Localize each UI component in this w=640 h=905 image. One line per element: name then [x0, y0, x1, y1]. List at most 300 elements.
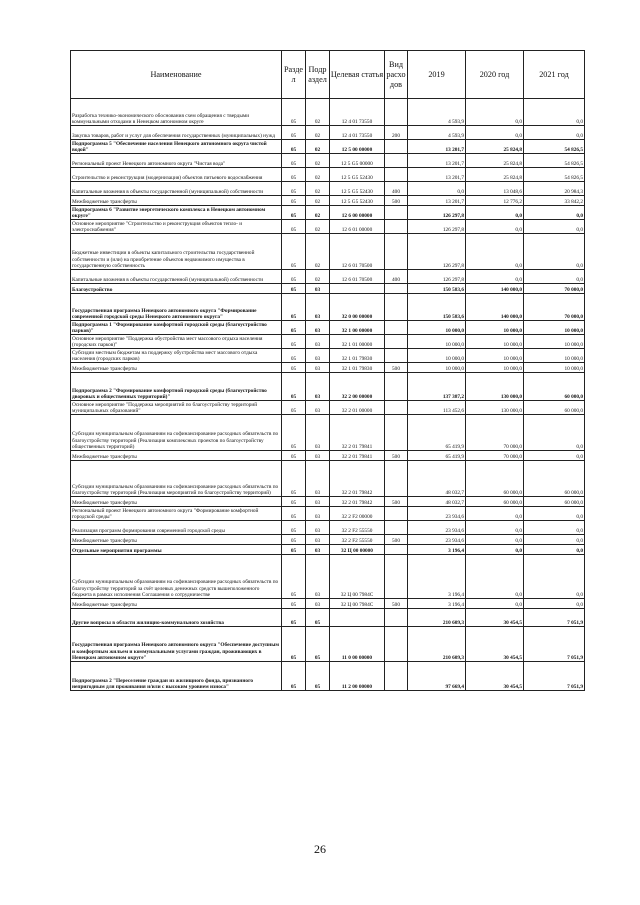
row-value-2021: 70 000,0	[524, 284, 585, 294]
budget-table-container	[70, 50, 584, 691]
row-name: Подпрограмма 5 "Обеспечение населения Ненецкого автономного округа чистой водой"	[71, 140, 282, 154]
row-value-2019: 113 452,6	[408, 401, 466, 415]
row-section: 05	[282, 140, 306, 154]
row-value-2019: 97 669,4	[408, 662, 466, 691]
row-value-2019: 4 593,9	[408, 126, 466, 140]
row-value-2021: 0,0	[524, 545, 585, 555]
row-target-article: 32 2 F2 55550	[330, 521, 385, 535]
table-row	[71, 609, 585, 627]
row-name: Разработка технико-экономического обоснования схем обращения с твердыми коммунальными отходами в Ненецком автономном округе	[71, 99, 282, 126]
row-target-article: 12 5 G5 52430	[330, 196, 385, 206]
row-value-2021: 54 826,5	[524, 154, 585, 168]
row-subsection: 02	[306, 220, 330, 234]
row-value-2021: 0,0	[524, 220, 585, 234]
table-row	[71, 349, 585, 363]
row-expense-type	[385, 401, 408, 415]
row-name: Отдельные мероприятия программы	[71, 545, 282, 555]
row-name: Другие вопросы в области жилищно-коммунального хозяйства	[71, 609, 282, 627]
row-value-2020: 0,0	[466, 206, 524, 220]
row-target-article: 32 2 F2 55550	[330, 535, 385, 545]
row-expense-type	[385, 555, 408, 599]
row-section: 05	[282, 349, 306, 363]
row-subsection: 03	[306, 335, 330, 349]
row-section: 05	[282, 627, 306, 662]
row-name: Основное мероприятие "Поддержка обустройства мест массового отдыха населения (городских парков)"	[71, 335, 282, 349]
row-value-2020: 0,0	[466, 234, 524, 270]
row-name: Основное мероприятие "Строительство и реконструкция объектов тепло- и электроснабжения"	[71, 220, 282, 234]
row-section: 05	[282, 507, 306, 521]
row-value-2021: 0,0	[524, 535, 585, 545]
row-name: Субсидии местным бюджетам на поддержку обустройства мест массового отдыха населения (городских парков)	[71, 349, 282, 363]
row-subsection: 03	[306, 535, 330, 545]
row-value-2021: 7 051,9	[524, 662, 585, 691]
row-subsection: 02	[306, 270, 330, 284]
row-subsection: 02	[306, 126, 330, 140]
row-section: 05	[282, 461, 306, 497]
row-value-2021: 0,0	[524, 270, 585, 284]
row-expense-type	[385, 335, 408, 349]
header-2019: 2019	[408, 51, 466, 99]
row-expense-type	[385, 461, 408, 497]
row-target-article: 32 1 01 00000	[330, 335, 385, 349]
row-target-article: 32 1 00 00000	[330, 321, 385, 335]
row-value-2021: 0,0	[524, 599, 585, 609]
row-subsection: 05	[306, 609, 330, 627]
header-section: Разде л	[282, 51, 306, 99]
row-value-2019: 137 387,2	[408, 373, 466, 401]
row-subsection: 05	[306, 662, 330, 691]
row-section: 05	[282, 126, 306, 140]
table-row	[71, 206, 585, 220]
row-value-2021: 54 826,5	[524, 168, 585, 182]
table-row	[71, 662, 585, 691]
row-subsection: 02	[306, 196, 330, 206]
row-value-2020: 70 000,0	[466, 415, 524, 451]
row-value-2021: 60 000,0	[524, 461, 585, 497]
row-value-2021: 0,0	[524, 99, 585, 126]
table-row	[71, 451, 585, 461]
row-section: 05	[282, 270, 306, 284]
row-section: 05	[282, 321, 306, 335]
table-row	[71, 234, 585, 270]
row-value-2021: 33 842,2	[524, 196, 585, 206]
row-target-article	[330, 609, 385, 627]
row-target-article: 32 2 00 00000	[330, 373, 385, 401]
row-value-2020: 60 000,0	[466, 461, 524, 497]
row-value-2021: 10 000,0	[524, 363, 585, 373]
row-expense-type	[385, 349, 408, 363]
table-row	[71, 321, 585, 335]
row-expense-type	[385, 154, 408, 168]
row-section: 05	[282, 363, 306, 373]
table-row	[71, 182, 585, 196]
row-value-2019: 126 297,8	[408, 270, 466, 284]
row-subsection: 03	[306, 321, 330, 335]
row-value-2021: 0,0	[524, 451, 585, 461]
table-row	[71, 535, 585, 545]
row-value-2020: 30 454,5	[466, 662, 524, 691]
row-value-2021: 10 000,0	[524, 349, 585, 363]
row-value-2019: 13 201,7	[408, 168, 466, 182]
row-expense-type	[385, 99, 408, 126]
row-value-2019: 48 032,7	[408, 497, 466, 507]
row-target-article: 11 2 00 00000	[330, 662, 385, 691]
row-name: Межбюджетные трансферты	[71, 451, 282, 461]
row-section: 05	[282, 497, 306, 507]
row-value-2020: 0,0	[466, 545, 524, 555]
row-value-2020: 0,0	[466, 599, 524, 609]
row-expense-type: 500	[385, 599, 408, 609]
row-subsection: 03	[306, 363, 330, 373]
row-value-2021: 60 000,0	[524, 401, 585, 415]
row-subsection: 03	[306, 349, 330, 363]
row-name: Региональный проект Ненецкого автономного округа "Чистая вода"	[71, 154, 282, 168]
row-value-2020: 60 000,0	[466, 497, 524, 507]
row-value-2019: 65 419,9	[408, 451, 466, 461]
row-expense-type	[385, 609, 408, 627]
row-value-2019: 210 609,3	[408, 609, 466, 627]
row-section: 05	[282, 182, 306, 196]
row-subsection: 03	[306, 507, 330, 521]
row-section: 05	[282, 234, 306, 270]
row-expense-type: 400	[385, 182, 408, 196]
table-row	[71, 126, 585, 140]
budget-table	[70, 50, 585, 691]
row-name: Капитальные вложения в объекты государственной (муниципальной) собственности	[71, 270, 282, 284]
row-subsection: 02	[306, 99, 330, 126]
row-target-article: 32 Ц 00 00000	[330, 545, 385, 555]
row-value-2021: 7 051,9	[524, 609, 585, 627]
row-subsection: 03	[306, 294, 330, 321]
row-value-2021: 0,0	[524, 234, 585, 270]
row-subsection: 03	[306, 545, 330, 555]
table-row	[71, 507, 585, 521]
row-value-2020: 0,0	[466, 270, 524, 284]
row-expense-type: 500	[385, 196, 408, 206]
row-expense-type	[385, 373, 408, 401]
row-section: 05	[282, 662, 306, 691]
row-value-2019: 210 609,3	[408, 627, 466, 662]
row-expense-type	[385, 168, 408, 182]
header-expense-type: Вид расхо дов	[385, 51, 408, 99]
row-expense-type	[385, 234, 408, 270]
row-value-2019: 10 000,0	[408, 321, 466, 335]
row-name: Субсидии муниципальным образованиям на софинансирование расходных обязательств по благоустройству территорий за счёт целевых денежных средств вышеположенного бюджета в рамках исполнения Соглашения о сотрудничестве	[71, 555, 282, 599]
row-value-2019: 4 593,9	[408, 99, 466, 126]
row-target-article: 12 6 01 70500	[330, 270, 385, 284]
row-value-2019: 126 297,8	[408, 206, 466, 220]
row-value-2021: 7 051,9	[524, 627, 585, 662]
row-target-article: 12 4 01 73550	[330, 126, 385, 140]
row-value-2020: 0,0	[466, 507, 524, 521]
row-expense-type	[385, 284, 408, 294]
row-value-2020: 25 824,8	[466, 140, 524, 154]
row-subsection: 03	[306, 401, 330, 415]
row-value-2021: 0,0	[524, 521, 585, 535]
row-value-2019: 23 934,6	[408, 507, 466, 521]
header-name: Наименование	[71, 51, 282, 99]
row-name: Межбюджетные трансферты	[71, 363, 282, 373]
row-section: 05	[282, 206, 306, 220]
row-value-2020: 130 000,0	[466, 401, 524, 415]
row-value-2021: 20 984,3	[524, 182, 585, 196]
table-row	[71, 294, 585, 321]
row-section: 05	[282, 545, 306, 555]
row-target-article: 12 6 01 00000	[330, 220, 385, 234]
row-value-2020: 10 000,0	[466, 349, 524, 363]
row-section: 05	[282, 599, 306, 609]
row-subsection: 03	[306, 461, 330, 497]
row-name: Региональный проект Ненецкого автономного округа "Формирование комфортной городской среды"	[71, 507, 282, 521]
row-value-2019: 13 201,7	[408, 196, 466, 206]
row-section: 05	[282, 535, 306, 545]
row-value-2020: 30 454,5	[466, 609, 524, 627]
row-value-2021: 70 000,0	[524, 294, 585, 321]
row-target-article: 12 4 01 73550	[330, 99, 385, 126]
row-value-2020: 0,0	[466, 521, 524, 535]
row-value-2021: 54 826,5	[524, 140, 585, 154]
header-2021: 2021 год	[524, 51, 585, 99]
row-value-2019: 3 196,4	[408, 545, 466, 555]
row-value-2020: 0,0	[466, 126, 524, 140]
row-subsection: 03	[306, 451, 330, 461]
table-row	[71, 335, 585, 349]
row-name: Субсидии муниципальным образованиям на софинансирование расходных обязательств по благоустройству территорий (Реализация комплексных проектов по благоустройству общественных территорий)	[71, 415, 282, 451]
table-row	[71, 461, 585, 497]
row-subsection: 03	[306, 284, 330, 294]
page-number: 26	[314, 842, 326, 856]
row-value-2019: 23 934,6	[408, 535, 466, 545]
row-expense-type: 200	[385, 126, 408, 140]
row-value-2021: 10 000,0	[524, 321, 585, 335]
row-value-2021: 0,0	[524, 555, 585, 599]
table-row	[71, 270, 585, 284]
row-value-2019: 10 000,0	[408, 335, 466, 349]
row-name: Основное мероприятие "Поддержка мероприятий по благоустройству территорий муниципальных образований"	[71, 401, 282, 415]
row-value-2021: 0,0	[524, 507, 585, 521]
row-value-2019: 10 000,0	[408, 363, 466, 373]
row-value-2020: 25 824,8	[466, 154, 524, 168]
row-target-article: 32 Ц 00 7984С	[330, 555, 385, 599]
row-value-2020: 130 000,0	[466, 373, 524, 401]
row-value-2021: 0,0	[524, 206, 585, 220]
row-expense-type: 500	[385, 363, 408, 373]
row-target-article: 32 2 F2 00000	[330, 507, 385, 521]
row-target-article: 12 6 01 70500	[330, 234, 385, 270]
table-row	[71, 545, 585, 555]
row-expense-type: 500	[385, 451, 408, 461]
row-target-article	[330, 284, 385, 294]
row-section: 05	[282, 220, 306, 234]
row-value-2020: 10 000,0	[466, 335, 524, 349]
row-target-article: 12 5 G5 00000	[330, 154, 385, 168]
table-row	[71, 497, 585, 507]
row-name: Закупка товаров, работ и услуг для обеспечения государственных (муниципальных) нужд	[71, 126, 282, 140]
row-target-article: 12 5 00 00000	[330, 140, 385, 154]
row-name: Бюджетные инвестиции в объекты капитального строительства государственной собственности и (или) на приобретение объектов недвижимого имущества в государственную собственность	[71, 234, 282, 270]
table-row	[71, 415, 585, 451]
table-row	[71, 99, 585, 126]
row-value-2020: 140 000,0	[466, 294, 524, 321]
row-value-2021: 10 000,0	[524, 335, 585, 349]
row-value-2020: 25 824,8	[466, 168, 524, 182]
row-target-article: 32 0 00 00000	[330, 294, 385, 321]
row-expense-type: 500	[385, 535, 408, 545]
table-row	[71, 521, 585, 535]
row-target-article: 32 2 01 79842	[330, 461, 385, 497]
row-name: Межбюджетные трансферты	[71, 535, 282, 545]
table-row	[71, 284, 585, 294]
row-target-article: 32 Ц 00 7984С	[330, 599, 385, 609]
table-row	[71, 401, 585, 415]
row-expense-type	[385, 415, 408, 451]
row-section: 05	[282, 335, 306, 349]
row-target-article: 32 2 01 79841	[330, 415, 385, 451]
row-section: 05	[282, 373, 306, 401]
row-section: 05	[282, 284, 306, 294]
table-row	[71, 599, 585, 609]
row-name: Государственная программа Ненецкого автономного округа "Обеспечение доступным и комфортным жильем и коммунальными услугами граждан, проживающих в Ненецком автономном округе"	[71, 627, 282, 662]
row-subsection: 02	[306, 234, 330, 270]
row-expense-type: 400	[385, 270, 408, 284]
table-row	[71, 154, 585, 168]
row-value-2020: 140 000,0	[466, 284, 524, 294]
row-value-2020: 30 454,5	[466, 627, 524, 662]
row-expense-type	[385, 627, 408, 662]
table-row	[71, 196, 585, 206]
row-value-2019: 0,0	[408, 182, 466, 196]
row-value-2019: 23 934,6	[408, 521, 466, 535]
row-name: Подпрограмма 1 "Формирование комфортной городской среды (благоустройство парков)"	[71, 321, 282, 335]
header-subsection: Подр аздел	[306, 51, 330, 99]
row-value-2020: 0,0	[466, 99, 524, 126]
row-name: Межбюджетные трансферты	[71, 196, 282, 206]
row-value-2019: 10 000,0	[408, 349, 466, 363]
row-expense-type	[385, 545, 408, 555]
table-row	[71, 627, 585, 662]
row-value-2020: 13 048,6	[466, 182, 524, 196]
row-name: Государственная программа Ненецкого автономного округа "Формирование современной городской среды Ненецкого автономного округа"	[71, 294, 282, 321]
row-subsection: 03	[306, 373, 330, 401]
row-value-2021: 0,0	[524, 415, 585, 451]
row-value-2020: 0,0	[466, 555, 524, 599]
row-target-article: 12 6 00 00000	[330, 206, 385, 220]
row-target-article: 32 2 01 00000	[330, 401, 385, 415]
row-value-2020: 12 776,2	[466, 196, 524, 206]
row-subsection: 02	[306, 206, 330, 220]
row-subsection: 05	[306, 627, 330, 662]
row-name: Подпрограмма 2 "Переселение граждан из жилищного фонда, признанного непригодным для проживания и/или с высоким уровнем износа"	[71, 662, 282, 691]
row-value-2019: 150 583,6	[408, 294, 466, 321]
row-expense-type: 500	[385, 497, 408, 507]
row-name: Подпрограмма 2 "Формирование комфортной городской среды (благоустройство дворовых и общественных территорий)"	[71, 373, 282, 401]
row-value-2019: 126 297,8	[408, 220, 466, 234]
row-value-2019: 13 201,7	[408, 140, 466, 154]
row-expense-type	[385, 220, 408, 234]
row-expense-type	[385, 321, 408, 335]
row-subsection: 02	[306, 168, 330, 182]
row-value-2021: 0,0	[524, 126, 585, 140]
row-value-2020: 10 000,0	[466, 321, 524, 335]
table-header-row	[71, 51, 585, 99]
row-target-article: 32 2 01 79841	[330, 451, 385, 461]
table-row	[71, 220, 585, 234]
row-value-2019: 3 196,4	[408, 599, 466, 609]
row-value-2019: 65 419,9	[408, 415, 466, 451]
row-value-2019: 126 297,8	[408, 234, 466, 270]
row-target-article: 12 5 G5 52430	[330, 168, 385, 182]
row-subsection: 02	[306, 154, 330, 168]
row-expense-type	[385, 662, 408, 691]
row-section: 05	[282, 196, 306, 206]
row-subsection: 03	[306, 497, 330, 507]
table-row	[71, 555, 585, 599]
row-name: Благоустройство	[71, 284, 282, 294]
row-expense-type	[385, 206, 408, 220]
row-name: Строительство и реконструкция (модернизация) объектов питьевого водоснабжения	[71, 168, 282, 182]
table-body	[71, 99, 585, 691]
table-row	[71, 363, 585, 373]
row-section: 05	[282, 154, 306, 168]
row-value-2019: 3 196,4	[408, 555, 466, 599]
table-row	[71, 373, 585, 401]
row-section: 05	[282, 99, 306, 126]
row-target-article: 32 1 01 79830	[330, 349, 385, 363]
row-subsection: 03	[306, 555, 330, 599]
row-section: 05	[282, 521, 306, 535]
row-expense-type	[385, 140, 408, 154]
row-name: Субсидии муниципальным образованиям на софинансирование расходных обязательств по благоустройству территорий (Реализация мероприятий по благоустройству территорий)	[71, 461, 282, 497]
row-name: Капитальные вложения в объекты государственной (муниципальной) собственности	[71, 182, 282, 196]
row-section: 05	[282, 401, 306, 415]
row-target-article: 12 5 G5 52430	[330, 182, 385, 196]
table-row	[71, 140, 585, 154]
table-row	[71, 168, 585, 182]
row-value-2020: 0,0	[466, 220, 524, 234]
row-section: 05	[282, 294, 306, 321]
row-value-2021: 60 000,0	[524, 373, 585, 401]
row-section: 05	[282, 451, 306, 461]
row-value-2020: 70 000,0	[466, 451, 524, 461]
row-expense-type	[385, 521, 408, 535]
row-subsection: 02	[306, 140, 330, 154]
row-name: Межбюджетные трансферты	[71, 497, 282, 507]
row-name: Реализация программ формирования современной городской среды	[71, 521, 282, 535]
row-section: 05	[282, 415, 306, 451]
header-target-article: Целевая статья	[330, 51, 385, 99]
row-value-2019: 13 201,7	[408, 154, 466, 168]
row-value-2020: 0,0	[466, 535, 524, 545]
row-expense-type	[385, 294, 408, 321]
row-name: Подпрограмма 6 "Развитие энергетического комплекса в Ненецком автономном округе"	[71, 206, 282, 220]
row-subsection: 02	[306, 182, 330, 196]
row-target-article: 11 0 00 00000	[330, 627, 385, 662]
row-section: 05	[282, 609, 306, 627]
row-value-2020: 10 000,0	[466, 363, 524, 373]
row-subsection: 03	[306, 599, 330, 609]
row-section: 05	[282, 168, 306, 182]
row-subsection: 03	[306, 521, 330, 535]
row-section: 05	[282, 555, 306, 599]
row-target-article: 32 2 01 79842	[330, 497, 385, 507]
row-value-2019: 48 032,7	[408, 461, 466, 497]
header-2020: 2020 год	[466, 51, 524, 99]
row-value-2021: 60 000,0	[524, 497, 585, 507]
row-expense-type	[385, 507, 408, 521]
row-value-2019: 150 583,6	[408, 284, 466, 294]
row-subsection: 03	[306, 415, 330, 451]
row-target-article: 32 1 01 79830	[330, 363, 385, 373]
